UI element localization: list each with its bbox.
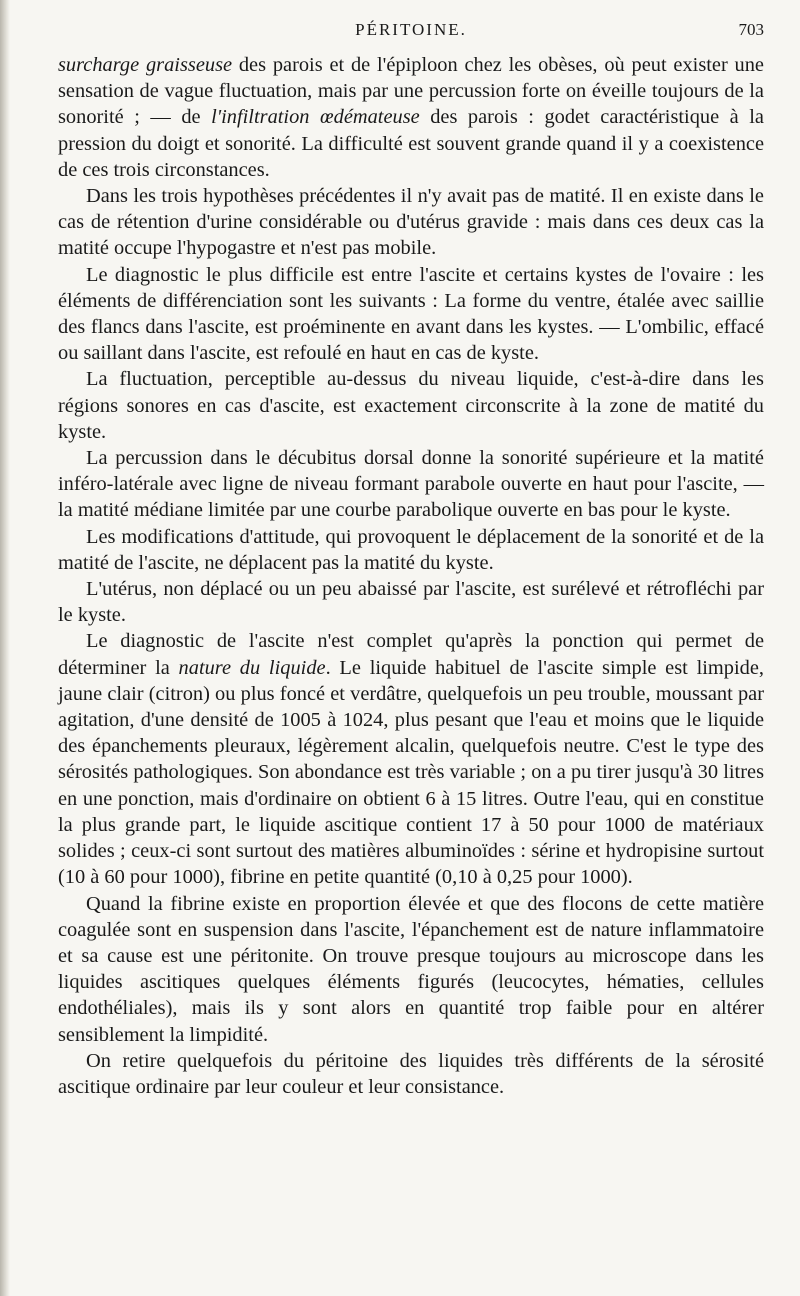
paragraph-2: Dans les trois hypothèses précédentes il n'y avait pas de matité. Il en existe dans le cas de rétention d'urine considérable ou d'utérus gravide : mais dans ces deux cas la matité occupe l'hypogastre et n'est pas mobile. — [58, 185, 764, 260]
paragraph-1-text-b: des parois : godet caractéristique à la pression du doigt et sonorité. La difficulté est souvent grande quand il y a coexistence de ces trois circonstances. — [58, 106, 764, 181]
paragraph-1-emphasis-b: l'infiltration œdémateuse — [211, 106, 420, 129]
paragraph-8 — [58, 628, 764, 890]
paragraph-3: Le diagnostic le plus difficile est entre l'ascite et certains kystes de l'ovaire : les éléments de différenciation sont les suivants : La forme du ventre, étalée avec saillie des flancs dans l'ascite, est proéminente en avant dans les kystes. — L'ombilic, effacé ou saillant dans l'ascite, est refoulé en haut en cas de kyste. — [58, 263, 764, 365]
running-title: PÉRITOINE. — [355, 20, 467, 39]
paragraph-8-text-b: . Le liquide habituel de l'ascite simple est limpide, jaune clair (citron) ou plus foncé et verdâtre, quelquefois un peu trouble, moussant par agitation, d'une densité de 1005 à 1024, plus pesant que l'eau et moins que le liquide des épanchements pleuraux, légèrement alcalin, quelquefois neutre. C'est le type des sérosités pathologiques. Son abondance est très variable ; on a pu tirer jusqu'à 30 litres en une ponction, mais d'ordinaire on obtient 6 à 15 litres. Outre l'eau, qui en constitue la plus grande part, le liquide ascitique contient 17 à 50 pour 1000 de matériaux solides ; ceux-ci sont surtout des matières albuminoïdes : sérine et hydropisine surtout (10 à 60 pour 1000), fibrine en petite quantité (0,10 à 0,25 pour 1000). — [58, 656, 764, 889]
paragraph-4: La fluctuation, perceptible au-dessus du niveau liquide, c'est-à-dire dans les régions sonores en cas d'ascite, est exactement circonscrite à la zone de matité du kyste. — [58, 368, 764, 443]
paragraph-1 — [58, 52, 764, 183]
paragraph-1-emphasis-a: surcharge graisseuse — [58, 54, 233, 76]
paragraph-8-text-a: Le diagnostic de l'ascite n'est complet qu'après la ponction qui permet de déterminer la — [58, 630, 764, 679]
paragraph-6: Les modifications d'attitude, qui provoquent le déplacement de la sonorité et de la matité de l'ascite, ne déplacent pas la matité du kyste. — [58, 525, 764, 574]
paragraph-1-text-a: des parois et de l'épiploon chez les obèses, où peut exister une sensation de vague fluctuation, mais par une percussion forte on éveille toujours de la sonorité ; — de — [58, 54, 764, 129]
paragraph-7: L'utérus, non déplacé ou un peu abaissé par l'ascite, est surélevé et rétrofléchi par le kyste. — [58, 578, 764, 627]
running-head — [58, 16, 764, 46]
paragraph-8-emphasis: nature du liquide — [178, 656, 326, 679]
page-number: 703 — [738, 20, 764, 39]
paragraph-5: La percussion dans le décubitus dorsal donne la sonorité supérieure et la matité inféro-latérale avec ligne de niveau formant parabole ouverte en haut pour l'ascite, — la matité médiane limitée par une courbe parabolique ouverte en bas pour le kyste. — [58, 447, 764, 522]
paragraph-9: Quand la fibrine existe en proportion élevée et que des flocons de cette matière coagulée sont en suspension dans l'ascite, l'épanchement est de nature inflammatoire et sa cause est une péritonite. On trouve presque toujours au microscope dans les liquides ascitiques quelques éléments figurés (leucocytes, hématies, cellules endothéliales), mais ils y sont alors en quantité trop faible pour en altérer sensiblement la limpidité. — [58, 892, 764, 1046]
body-text — [58, 52, 764, 1100]
binding-edge — [0, 0, 10, 1296]
paragraph-10: On retire quelquefois du péritoine des liquides très différents de la sérosité ascitique ordinaire par leur couleur et leur consistance. — [58, 1049, 764, 1098]
